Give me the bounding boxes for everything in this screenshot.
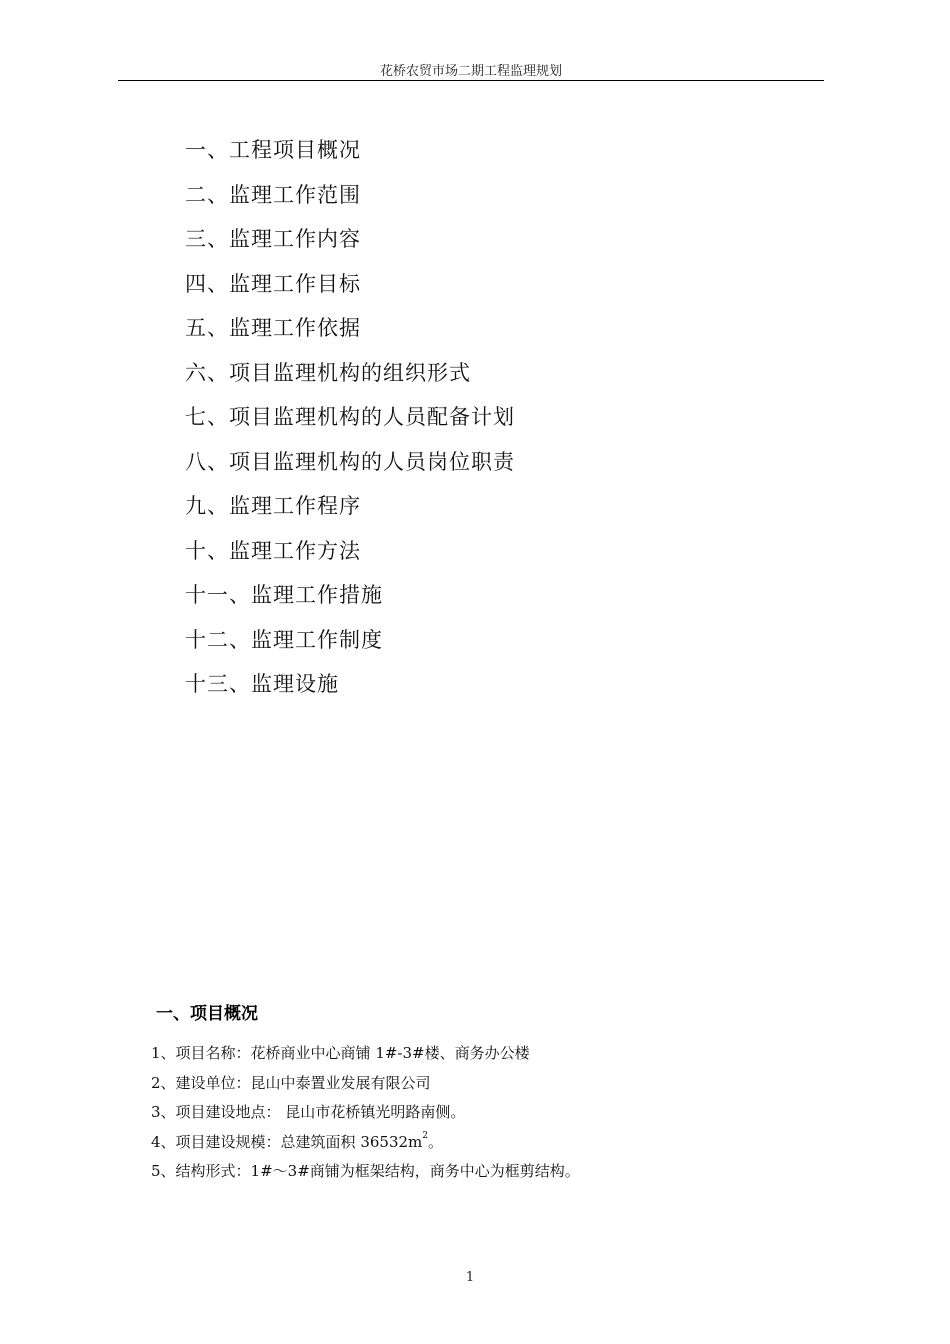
scale-text: 4、项目建设规模：总建筑面积 36532m	[151, 1132, 423, 1151]
detail-item-owner: 2、建设单位：昆山中泰置业发展有限公司	[151, 1073, 431, 1092]
toc-item: 九、监理工作程序	[185, 494, 361, 518]
area-superscript: 2	[422, 1130, 428, 1141]
toc-item: 四、监理工作目标	[185, 271, 361, 296]
toc-item: 六、项目监理机构的组织形式	[185, 360, 471, 385]
toc-item: 二、监理工作范围	[185, 182, 361, 207]
detail-item-structure: 5、结构形式：1#～3#商铺为框架结构，商务中心为框剪结构。	[151, 1162, 580, 1180]
page-header-title: 花桥农贸市场二期工程监理规划	[379, 64, 562, 79]
toc-item: 五、监理工作依据	[185, 316, 361, 340]
page-number: 1	[465, 1270, 475, 1285]
toc-item: 十、监理工作方法	[185, 538, 361, 563]
section-heading: 一、项目概况	[156, 1004, 258, 1024]
detail-item-location: 3、项目建设地点： 昆山市花桥镇光明路南侧。	[151, 1103, 466, 1121]
detail-item-scale	[151, 1130, 580, 1160]
toc-item: 一、工程项目概况	[185, 138, 361, 162]
toc-item: 十一、监理工作措施	[185, 583, 383, 607]
detail-item-name: 1、项目名称：花桥商业中心商铺 1#-3#楼、商务办公楼	[151, 1044, 530, 1062]
toc-item: 三、监理工作内容	[185, 227, 361, 251]
header-divider	[118, 80, 824, 81]
table-of-contents	[185, 135, 515, 714]
project-details-list	[151, 1041, 580, 1189]
scale-suffix: 。	[428, 1132, 444, 1151]
toc-item: 八、项目监理机构的人员岗位职责	[185, 449, 515, 474]
toc-item: 十二、监理工作制度	[185, 627, 383, 652]
toc-item: 十三、监理设施	[185, 672, 339, 696]
toc-item: 七、项目监理机构的人员配备计划	[185, 405, 515, 429]
